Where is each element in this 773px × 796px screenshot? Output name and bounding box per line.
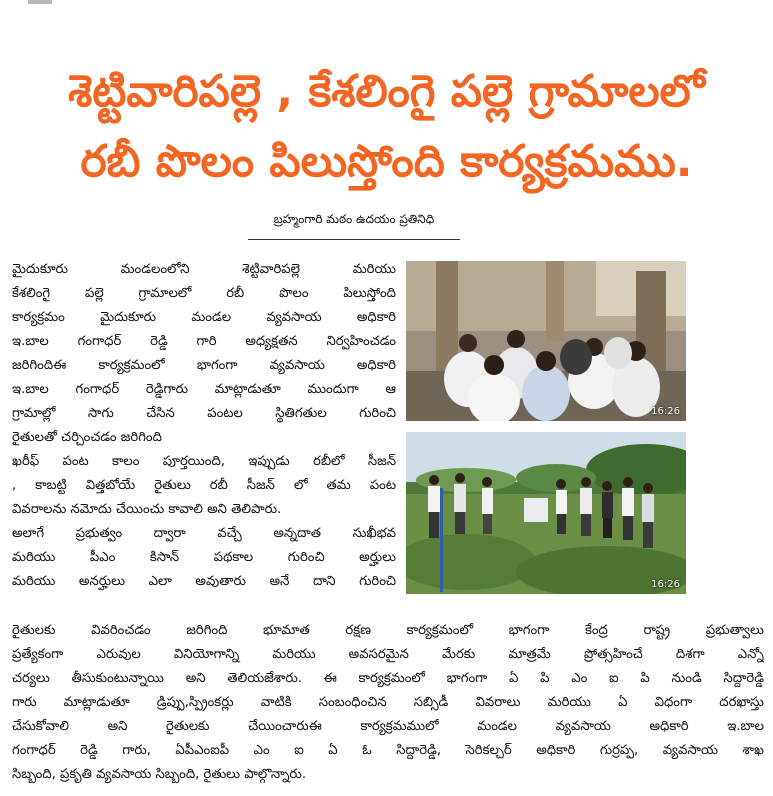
body-line: గంగాధర్ రెడ్డి గారు, ఏపీఎంఐపీ ఎం ఐ ఏ ఓ సిద్దారెడ్డి, సెరికల్చర్ అధికారి గుర్రప్ప, వ్యవసాయ శాఖ <box>12 743 764 758</box>
meeting-photo-image <box>406 261 686 421</box>
column-line: రైతులతో చర్చించడం జరిగింది <box>12 430 162 445</box>
column-line: ఇ.బాల గంగాధర్ రెడ్డి గారి అధ్యక్షతన నిర్వహించడం <box>12 334 396 349</box>
body-line: సిబ్బంది, ప్రకృతి వ్యవసాయ సిబ్బంది, రైతులు పాల్గొన్నారు. <box>12 767 307 782</box>
headline-line-2: రబీ పొలం పిలుస్తోంది కార్యక్రమము. <box>80 136 693 187</box>
body-line: చేసుకోవాలి అని రైతులకు చేయించారుఈ కార్యక్రమములో మండల వ్యవసాయ అధికారి ఇ.బాల <box>12 719 764 734</box>
photo-timestamp: 16:26 <box>651 406 680 417</box>
column-line: ఖరీఫ్ పంట కాలం పూర్తయింది, ఇప్పుడు రబీలో సీజన్ <box>12 454 396 469</box>
column-line: మరియు అనర్హులు ఎలా అవుతారు అనే దాని గురించి <box>12 574 396 589</box>
photo-timestamp: 16:26 <box>651 579 680 590</box>
meeting-photo <box>406 261 686 421</box>
article-column <box>12 258 396 594</box>
body-line: చర్యలు తీసుకుంటున్నాయి అని తెలియజేశారు. ఈ కార్యక్రమంలో భాగంగా ఏ పి ఎం ఐ పి నుండి సిద్దారెడ్డి <box>12 671 764 686</box>
column-line: , కాబట్టి విత్తబోయే రైతులు రబీ సీజన్ లో తమ పంట <box>12 478 396 493</box>
column-line: మరియు పీఎం కిసాన్ పథకాల గురించి అర్హులు <box>12 550 396 565</box>
column-line: అలాగే ప్రభుత్వం ద్వారా వచ్చే అన్నదాత సుఖీభవ <box>12 526 396 541</box>
byline-underline <box>248 239 460 240</box>
headline-line-1: శెట్టివారిపల్లె , కేశలింగై పల్లె గ్రామాలలో <box>68 66 705 117</box>
byline: బ్రహ్మంగారి మఠం ఉదయం ప్రతినిధి <box>273 212 435 226</box>
field-photo-image <box>406 432 686 594</box>
body-line: ప్రత్యేకంగా ఎరువుల వినియోగాన్ని మరియు అవసరమైన మేరకు మాత్రమే ప్రోత్సహించే దిశగా ఎన్నో <box>12 647 764 662</box>
body-line: రైతులకు వివరించడం జరిగింది భూమాత రక్షణ కార్యక్రమంలో భాగంగా కేంద్ర రాష్ట్ర ప్రభుత్వాలు <box>12 623 764 638</box>
column-line: గ్రామాల్లో సాగు చేసిన పంటల స్థితిగతుల గురించి <box>12 406 396 421</box>
column-line: కార్యక్రమం మైదుకూరు మండల వ్యవసాయ అధికారి <box>12 310 396 325</box>
column-line: ఇ.బాల గంగాధర్ రెడ్డిగారు మాట్లాడుతూ ముందుగా ఆ <box>12 382 396 397</box>
body-line: గారు మాట్లాడుతూ డ్రిప్పు,స్ప్రింకర్లు వాటికి సంబంధించిన సబ్సిడీ వివరాలు మరియు ఏ విధంగా దరఖాస్తు <box>12 695 764 710</box>
article-body <box>12 619 764 787</box>
column-line: జరిగిందిఈ కార్యక్రమంలో భాగంగా వ్యవసాయ అధికారి <box>12 358 396 373</box>
column-line: మైదుకూరు మండలంలోని శెట్టివారిపల్లె మరియు <box>12 262 396 277</box>
field-photo <box>406 432 686 594</box>
page-edge-mark <box>28 0 52 4</box>
column-line: వివరాలను నమోదు చేయించు కావాలి అని తెలిపారు. <box>12 502 282 517</box>
column-line: కేశలింగై పల్లె గ్రామాలలో రబీ పొలం పిలుస్తోంది <box>12 286 396 301</box>
